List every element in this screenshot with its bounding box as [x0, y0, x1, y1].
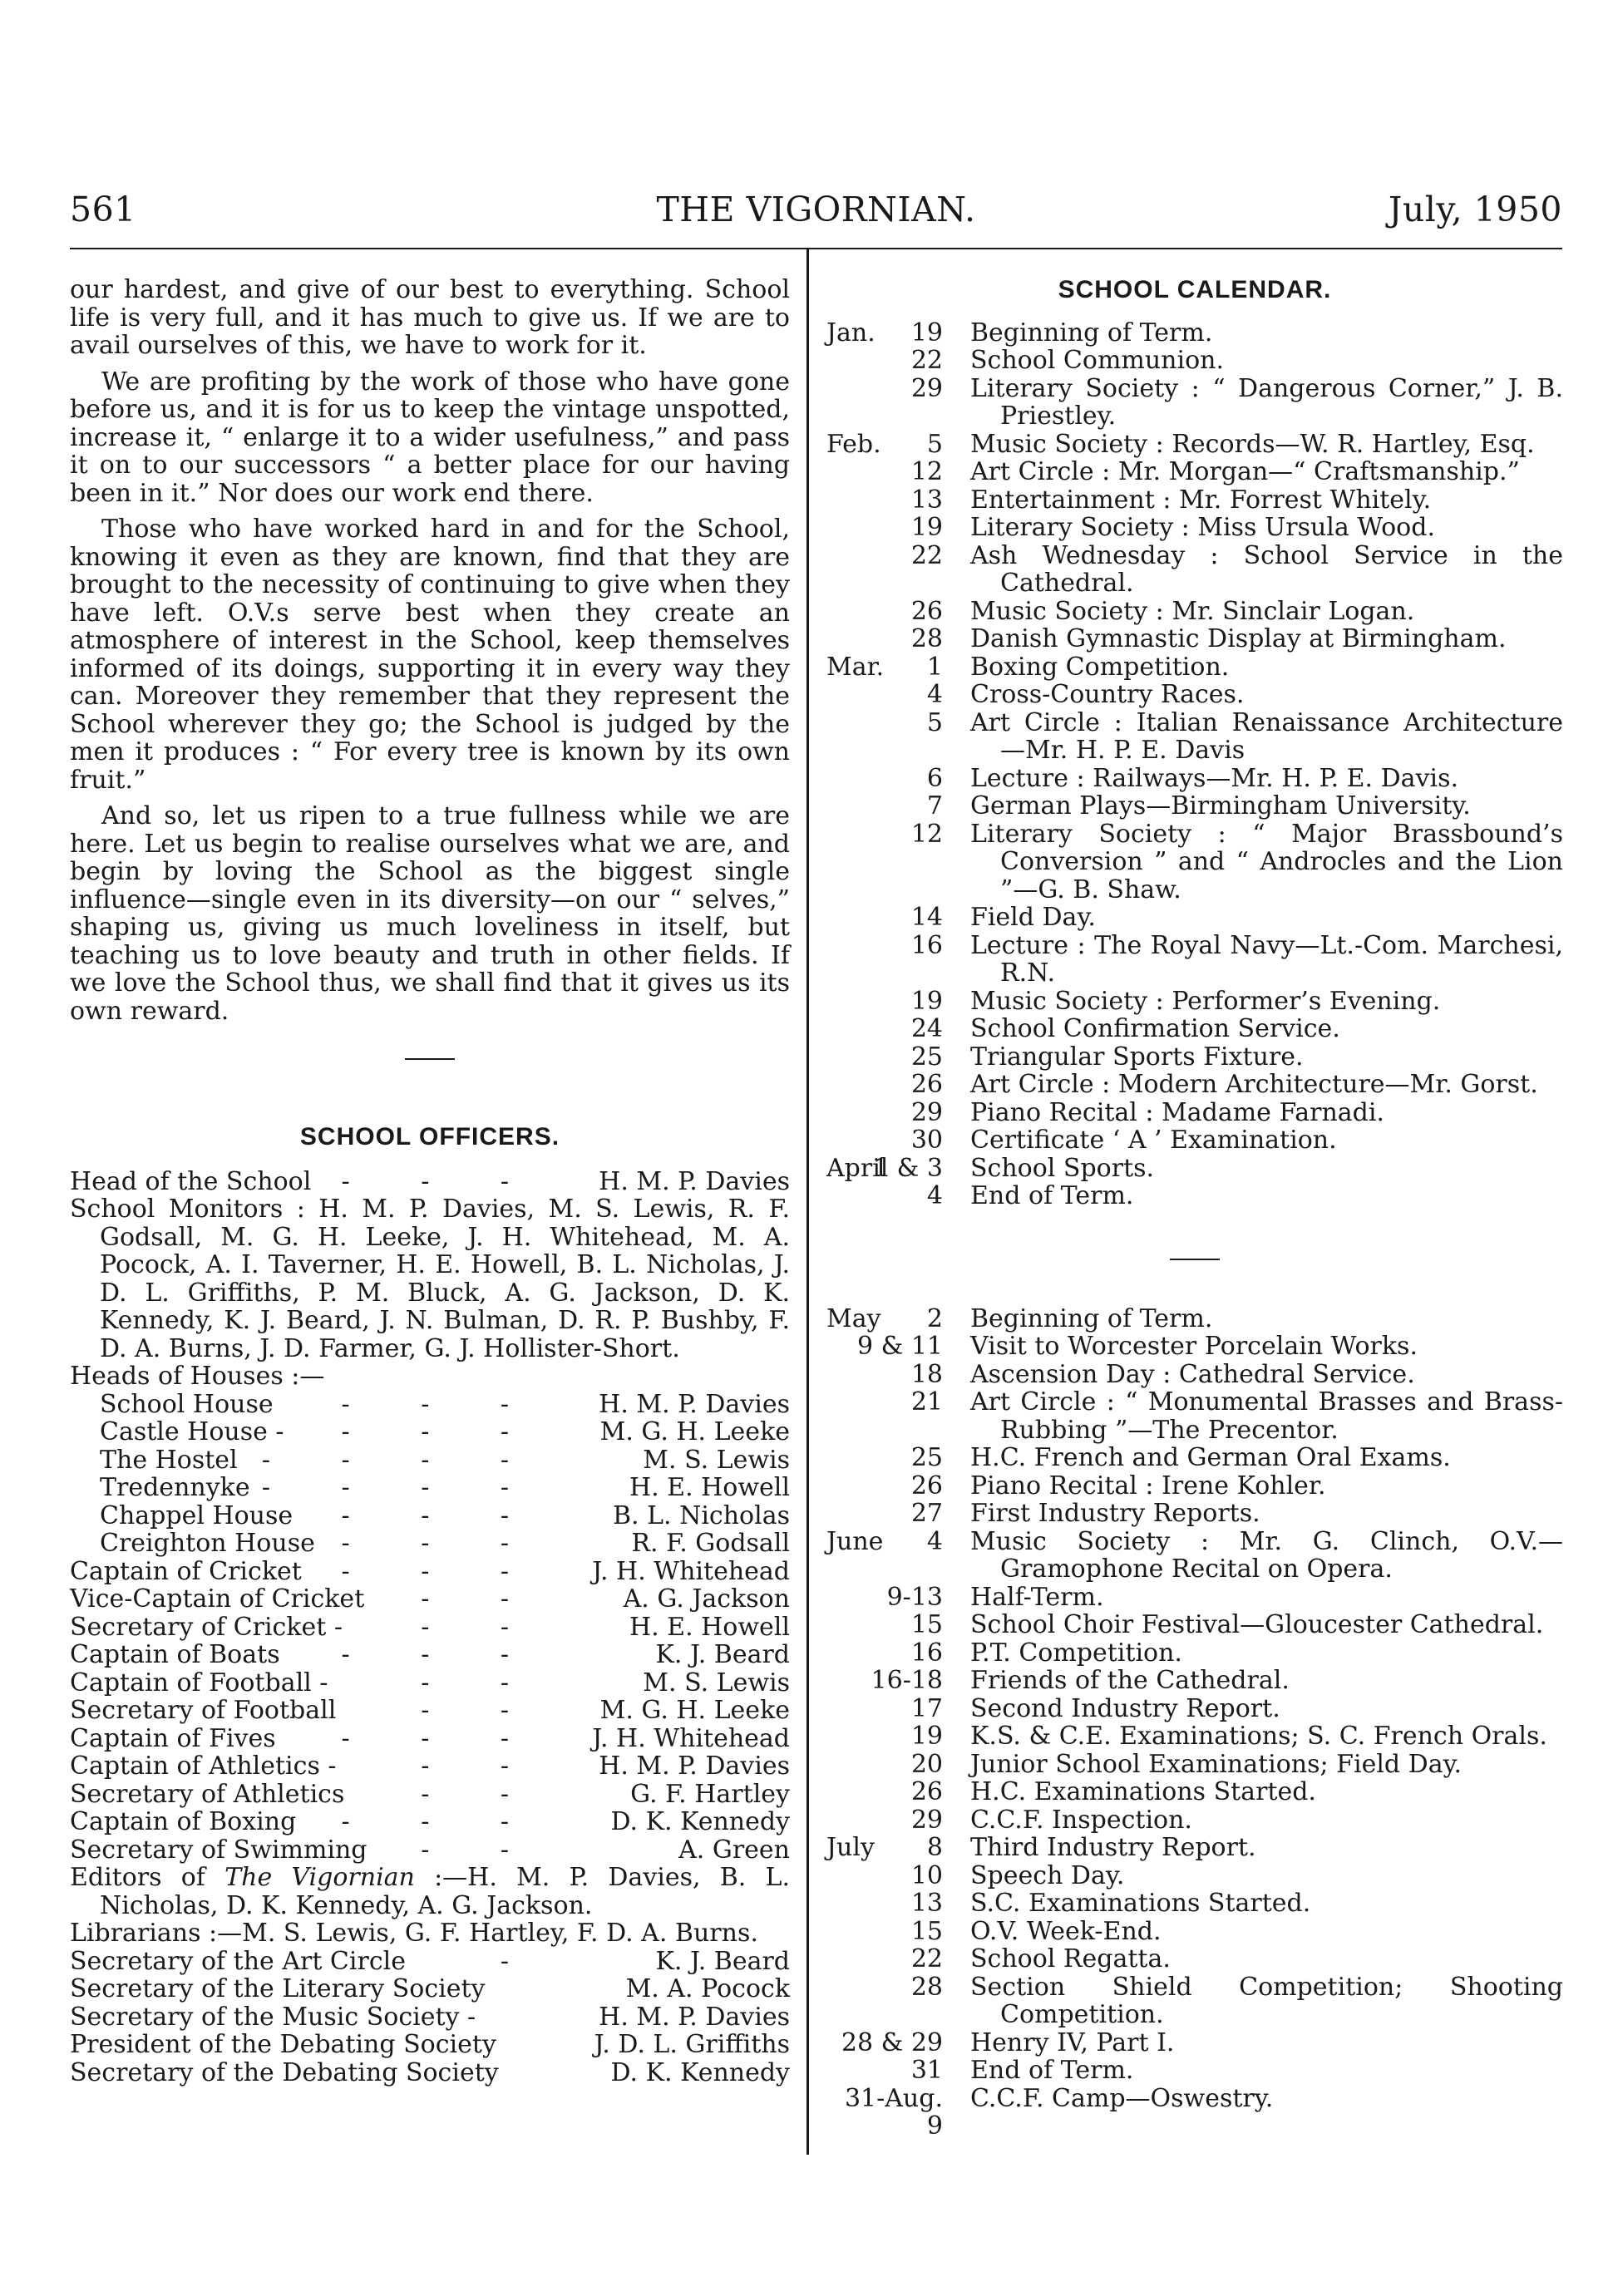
calendar-entry [826, 1155, 1563, 1183]
leader-dashes: - - - [341, 1417, 540, 1446]
calendar-day: 28 [910, 1972, 943, 2002]
calendar-day: 17 [910, 1693, 943, 1723]
officer-row [70, 1697, 790, 1725]
article-paragraph: Those who have worked hard in and for the School, knowing it even as they are known, find that they are brought to the necessity of continuing to give when they have left. O.V.s serve best when they create an atmosphere of interest in the School, keep themselves informed of its doings, supporting it in every way they can. Moreover they remember that they represent the School wherever they go; the School is judged by the men it produces : “ For every tree is known by its own fruit.” [70, 515, 790, 795]
page-number: 561 [70, 190, 136, 229]
calendar-event: School Communion. [970, 346, 1224, 375]
right-column [826, 276, 1563, 2141]
calendar-event: Visit to Worcester Porcelain Works. [970, 1332, 1418, 1361]
officer-role: Secretary of Football [70, 1696, 337, 1725]
calendar-event: Half-Term. [970, 1582, 1104, 1612]
calendar-day: 4 [926, 1526, 943, 1556]
calendar-entry [826, 1778, 1563, 1806]
calendar-event: Danish Gymnastic Display at Birmingham. [970, 624, 1507, 653]
calendar-day: 19 [910, 513, 943, 542]
officer-row [70, 1502, 790, 1530]
calendar-month: Feb. [826, 429, 881, 459]
calendar-entry [826, 1043, 1563, 1072]
officer-name: D. K. Kennedy [610, 2057, 790, 2087]
calendar-event: Art Circle : Italian Renaissance Architecture —Mr. H. P. E. Davis [970, 707, 1563, 765]
calendar-entry [826, 1099, 1563, 1127]
calendar-event: Henry IV, Part I. [970, 2027, 1175, 2057]
calendar-day: 26 [910, 1070, 943, 1099]
calendar-day: 19 [910, 318, 943, 347]
officer-row [70, 1948, 790, 1976]
journal-name: The Vigornian [224, 1863, 415, 1892]
monitors-list: School Monitors : H. M. P. Davies, M. S. Lewis, R. F. Godsall, M. G. H. Leeke, J. H. Whitehead, M. A. Pocock, A. I. Taverner, H. E. Howell, B. L. Nicholas, J. D. L. Griffiths, P. M. Bluck, A. G. Jackson, D. K. Kennedy, K. J. Beard, J. N. Bulman, D. R. P. Bushby, F. D. A. Burns, J. D. Farmer, G. J. Hollister-Short. [70, 1195, 790, 1363]
officer-row [70, 1418, 790, 1446]
calendar-day: 31 [910, 2056, 943, 2085]
calendar-day: 29 [910, 1097, 943, 1127]
calendar-entry [826, 514, 1563, 542]
officer-row [70, 2059, 790, 2087]
section-divider [405, 1058, 455, 1060]
calendar-entry [826, 932, 1563, 988]
officer-name: H. M. P. Davies [599, 1389, 790, 1419]
calendar-entry [826, 1918, 1563, 1946]
officer-role: Captain of Athletics - [70, 1752, 337, 1781]
calendar-day: 21 [910, 1387, 943, 1417]
leader-dashes: - - [421, 1696, 540, 1725]
officer-name: M. G. H. Leeke [599, 1417, 790, 1446]
calendar-day: 9-13 [886, 1582, 943, 1612]
officer-role: Castle House - [100, 1417, 284, 1446]
calendar-entry [826, 709, 1563, 765]
calendar-entry [826, 1667, 1563, 1695]
calendar-event: First Industry Reports. [970, 1499, 1260, 1528]
calendar-event: Ash Wednesday : School Service in the Cathedral. [970, 540, 1563, 598]
issue-date: July, 1950 [1388, 190, 1562, 229]
calendar-event: Triangular Sports Fixture. [970, 1042, 1304, 1072]
calendar-day: 25 [910, 1042, 943, 1072]
librarians-line: Librarians :—M. S. Lewis, G. F. Hartley, F. D. A. Burns. [70, 1919, 758, 1948]
officer-row [70, 1669, 790, 1697]
leader-dashes: - - - [341, 1500, 540, 1530]
officer-row [70, 1836, 790, 1865]
officer-row [70, 1641, 790, 1669]
officer-row [70, 1781, 790, 1809]
calendar-entry [826, 1722, 1563, 1751]
officer-row [70, 1975, 790, 2003]
calendar-event: Third Industry Report. [970, 1833, 1256, 1862]
calendar-event: Music Society : Performer’s Evening. [970, 986, 1441, 1016]
calendar-day: 26 [910, 1471, 943, 1500]
leader-dashes: - - - [341, 1723, 540, 1753]
calendar-event: School Choir Festival—Gloucester Cathedral. [970, 1610, 1544, 1639]
calendar-day: 29 [910, 1805, 943, 1835]
calendar-day: 13 [910, 485, 943, 515]
calendar-event: End of Term. [970, 1181, 1134, 1210]
leader-dashes: - - - - [261, 1473, 540, 1502]
officers-title: SCHOOL OFFICERS. [299, 1123, 560, 1150]
calendar-entry [826, 1361, 1563, 1389]
officer-name: M. S. Lewis [643, 1445, 790, 1475]
officer-role: Captain of Boxing [70, 1807, 297, 1836]
calendar-entry [826, 1182, 1563, 1210]
calendar-entry [826, 1388, 1563, 1444]
page-header [70, 190, 1562, 239]
calendar-entry [826, 1973, 1563, 2029]
officer-row [70, 1752, 790, 1781]
calendar-event: K.S. & C.E. Examinations; S. C. French Orals. [970, 1722, 1547, 1751]
calendar-entry [826, 1305, 1563, 1333]
calendar-month: Mar. [826, 652, 885, 682]
officer-role: Chappel House [100, 1500, 293, 1530]
officer-role: Secretary of Cricket - [70, 1612, 343, 1642]
leader-dashes: - - [421, 1779, 540, 1809]
calendar-event: Literary Society : Miss Ursula Wood. [970, 513, 1435, 542]
officer-name: H. M. P. Davies [599, 1752, 790, 1781]
calendar-event: Speech Day. [970, 1860, 1125, 1890]
calendar-event: School Sports. [970, 1153, 1155, 1183]
article-paragraph: And so, let us ripen to a true fullness while we are here. Let us begin to realise ourselves what we are, and begin by loving the School as the biggest single influence—single even in its diversity—on our “ selves,” shaping us, giving us much loveliness in itself, but teaching us to love beauty and truth in other fields. If we love the School thus, we shall find that it gives us its own reward. [70, 801, 790, 1026]
officer-name: J. D. L. Griffiths [594, 2030, 790, 2059]
officer-role: Secretary of the Debating Society [70, 2057, 499, 2087]
calendar-event: H.C. French and German Oral Exams. [970, 1443, 1451, 1472]
calendar-day: 22 [910, 346, 943, 375]
calendar-day: 9 & 11 [856, 1332, 943, 1361]
calendar-entry [826, 820, 1563, 904]
calendar-day: 2 [926, 1303, 943, 1333]
calendar-event: Beginning of Term. [970, 1303, 1213, 1333]
article-paragraph: our hardest, and give of our best to everything. School life is very full, and it has much to give us. If we are to avail ourselves of this, we have to work for it. [70, 275, 790, 360]
calendar-event: H.C. Examinations Started. [970, 1777, 1316, 1806]
leader-dashes: - - - [341, 1166, 540, 1196]
calendar-entry [826, 1834, 1563, 1862]
officer-row [70, 1585, 790, 1614]
calendar-day: 15 [910, 1610, 943, 1639]
officer-row [70, 2003, 790, 2032]
officer-row [70, 1168, 790, 1196]
officer-role: Secretary of the Art Circle [70, 1946, 406, 1976]
calendar-entry [826, 542, 1563, 598]
calendar-day: 16-18 [871, 1666, 943, 1695]
journal-title: THE VIGORNIAN. [656, 190, 976, 229]
leader-dashes: - - - - [261, 1445, 540, 1475]
calendar-event: Literary Society : “ Dangerous Corner,” J. B. Priestley. [970, 373, 1563, 431]
calendar-event: Art Circle : “ Monumental Brasses and Brass-Rubbing ”—The Precentor. [970, 1387, 1563, 1445]
calendar-entry [826, 1444, 1563, 1472]
leader-dashes: - - [421, 1668, 540, 1697]
calendar-day: 5 [926, 707, 943, 737]
calendar-event: S.C. Examinations Started. [970, 1889, 1311, 1918]
calendar-entry [826, 1472, 1563, 1500]
calendar-day: 1 & 3 [873, 1153, 943, 1183]
left-column [70, 276, 790, 2087]
calendar-day: 7 [926, 791, 943, 820]
calendar-day: 14 [910, 903, 943, 932]
officers-list [70, 1168, 790, 2087]
officer-role: Head of the School [70, 1166, 312, 1196]
calendar-event: Field Day. [970, 903, 1096, 932]
calendar-term-1 [826, 319, 1563, 1210]
calendar-term-2 [826, 1303, 1563, 2141]
calendar-event: Second Industry Report. [970, 1693, 1280, 1723]
officer-name: H. E. Howell [629, 1612, 790, 1642]
calendar-event: Lecture : Railways—Mr. H. P. E. Davis. [970, 763, 1459, 793]
calendar-entry [826, 1611, 1563, 1639]
leader-dashes: - - - [341, 1556, 540, 1586]
calendar-entry [826, 1806, 1563, 1835]
calendar-entry [826, 1126, 1563, 1155]
calendar-day: 26 [910, 1777, 943, 1806]
calendar-day: 31-Aug. 9 [844, 2083, 943, 2141]
calendar-entry [826, 1695, 1563, 1723]
officer-name: H. E. Howell [629, 1473, 790, 1502]
calendar-event: Art Circle : Modern Architecture—Mr. Gorst. [970, 1070, 1538, 1099]
calendar-day: 26 [910, 596, 943, 626]
calendar-entry [826, 1528, 1563, 1584]
officer-name: M. S. Lewis [643, 1668, 790, 1697]
officer-role: Captain of Boats [70, 1640, 280, 1669]
calendar-event: O.V. Week-End. [970, 1916, 1162, 1946]
societies-list [70, 1948, 790, 2087]
calendar-entry [826, 792, 1563, 820]
calendar-event: P.T. Competition. [970, 1638, 1182, 1668]
leader-dashes: - [500, 1946, 540, 1976]
calendar-day: 24 [910, 1014, 943, 1043]
calendar-entry [826, 653, 1563, 682]
calendar-entry [826, 319, 1563, 347]
calendar-event: Music Society : Records—W. R. Hartley, Esq. [970, 429, 1535, 459]
calendar-entry [826, 598, 1563, 626]
leader-dashes: - - [421, 1584, 540, 1614]
officer-role: Secretary of the Music Society - [70, 2002, 476, 2032]
officer-row [70, 1558, 790, 1586]
calendar-day: 28 [910, 624, 943, 653]
calendar-day: 15 [910, 1916, 943, 1946]
officer-role: Captain of Football - [70, 1668, 328, 1697]
calendar-entry [826, 2057, 1563, 2085]
officer-role: President of the Debating Society [70, 2030, 496, 2059]
calendar-event: Cross-Country Races. [970, 680, 1245, 709]
article-text [70, 276, 790, 1025]
calendar-day: 12 [910, 457, 943, 486]
officer-name: B. L. Nicholas [612, 1500, 790, 1530]
calendar-day: 10 [910, 1860, 943, 1890]
calendar-day: 4 [926, 680, 943, 709]
calendar-entry [826, 458, 1563, 486]
calendar-month: May [826, 1303, 881, 1333]
officer-name: D. K. Kennedy [610, 1807, 790, 1836]
calendar-month: April [826, 1153, 889, 1183]
calendar-day: 25 [910, 1443, 943, 1472]
officer-name: A. Green [678, 1835, 790, 1865]
calendar-event: German Plays—Birmingham University. [970, 791, 1471, 820]
calendar-day: 30 [910, 1126, 943, 1155]
officer-name: A. G. Jackson [623, 1584, 790, 1614]
calendar-month: June [826, 1526, 884, 1556]
calendar-day: 19 [910, 1722, 943, 1751]
calendar-day: 27 [910, 1499, 943, 1528]
officer-row [70, 1614, 790, 1642]
calendar-event: Lecture : The Royal Navy—Lt.-Com. Marchesi, R.N. [970, 930, 1563, 988]
officer-role: Vice-Captain of Cricket [70, 1584, 365, 1614]
calendar-entry [826, 1751, 1563, 1779]
calendar-title: SCHOOL CALENDAR. [1058, 276, 1332, 303]
calendar-day: 22 [910, 1944, 943, 1973]
calendar-entry [826, 1333, 1563, 1361]
calendar-day: 19 [910, 986, 943, 1016]
calendar-entry [826, 1500, 1563, 1528]
calendar-day: 1 [926, 652, 943, 682]
calendar-event: End of Term. [970, 2056, 1134, 2085]
calendar-event: Music Society : Mr. Sinclair Logan. [970, 596, 1415, 626]
officer-role: The Hostel [100, 1445, 238, 1475]
calendar-month: Jan. [826, 318, 876, 347]
article-paragraph: We are profiting by the work of those who have gone before us, and it is for us to keep the vintage unspotted, increase it, “ enlarge it to a wider usefulness,” and pass it on to our successors “ a better place for our having been in it.” Nor does our work end there. [70, 367, 790, 508]
officer-role: Captain of Cricket [70, 1556, 302, 1586]
officer-name: M. G. H. Leeke [599, 1696, 790, 1725]
calendar-event: Section Shield Competition; Shooting Competition. [970, 1972, 1563, 2029]
calendar-event: Piano Recital : Irene Kohler. [970, 1471, 1326, 1500]
officer-row [70, 1446, 790, 1475]
leader-dashes: - - [421, 1835, 540, 1865]
officer-row [70, 1725, 790, 1753]
calendar-entry [826, 1862, 1563, 1890]
calendar-event: C.C.F. Camp—Oswestry. [970, 2083, 1274, 2113]
officer-name: K. J. Beard [655, 1640, 790, 1669]
officer-name: M. A. Pocock [625, 1974, 790, 2003]
calendar-event: Literary Society : “ Major Brassbound’s Conversion ” and “ Androcles and the Lion ”—G. B. Shaw. [970, 819, 1563, 904]
calendar-month: July [826, 1833, 875, 1862]
calendar-entry [826, 347, 1563, 375]
calendar-day: 4 [926, 1181, 943, 1210]
column-rule [806, 249, 809, 2155]
leader-dashes: - - [421, 1752, 540, 1781]
calendar-day: 8 [926, 1833, 943, 1862]
calendar-day: 13 [910, 1889, 943, 1918]
calendar-event: Ascension Day : Cathedral Service. [970, 1359, 1415, 1389]
calendar-event: Music Society : Mr. G. Clinch, O.V.— Gramophone Recital on Opera. [970, 1526, 1563, 1584]
officer-row [70, 1808, 790, 1836]
roles-list [70, 1558, 790, 1865]
calendar-day: 20 [910, 1749, 943, 1779]
calendar-event: Friends of the Cathedral. [970, 1666, 1290, 1695]
calendar-day: 12 [910, 819, 943, 849]
calendar-entry [826, 681, 1563, 709]
calendar-entry [826, 1015, 1563, 1043]
leader-dashes: - - - [341, 1640, 540, 1669]
editors-line: Editors of The Vigornian :—H. M. P. Davies, B. L. Nicholas, D. K. Kennedy, A. G. Jackson. [70, 1863, 790, 1920]
calendar-day: 18 [910, 1359, 943, 1389]
officer-role: Creighton House [100, 1529, 315, 1558]
calendar-entry [826, 2029, 1563, 2057]
houses-list [70, 1391, 790, 1558]
leader-dashes: - - - [341, 1807, 540, 1836]
officer-name: J. H. Whitehead [592, 1556, 790, 1586]
calendar-entry [826, 486, 1563, 515]
officer-role: Captain of Fives [70, 1723, 276, 1753]
officer-name: H. M. P. Davies [599, 2002, 790, 2032]
leader-dashes: - - - [341, 1529, 540, 1558]
calendar-entry [826, 625, 1563, 653]
officer-name: H. M. P. Davies [599, 1166, 790, 1196]
calendar-entry [826, 431, 1563, 459]
calendar-event: School Confirmation Service. [970, 1014, 1340, 1043]
calendar-event: Boxing Competition. [970, 652, 1230, 682]
calendar-entry [826, 375, 1563, 431]
officer-role: School House [100, 1389, 274, 1419]
officer-name: G. F. Hartley [630, 1779, 790, 1809]
calendar-day: 6 [926, 763, 943, 793]
calendar-day: 16 [910, 930, 943, 960]
calendar-day: 5 [926, 429, 943, 459]
calendar-day: 22 [910, 540, 943, 570]
officer-row [70, 2031, 790, 2059]
officer-row [70, 1530, 790, 1558]
officer-name: J. H. Whitehead [592, 1723, 790, 1753]
header-rule [70, 248, 1562, 249]
calendar-entry [826, 1584, 1563, 1612]
officer-role: Tredennyke [100, 1473, 250, 1502]
officer-role: Secretary of Swimming [70, 1835, 367, 1865]
calendar-event: C.C.F. Inspection. [970, 1805, 1192, 1835]
calendar-entry [826, 1071, 1563, 1099]
calendar-entry [826, 765, 1563, 793]
officer-name: K. J. Beard [655, 1946, 790, 1976]
calendar-event: Entertainment : Mr. Forrest Whitely. [970, 485, 1432, 515]
officer-role: Secretary of Athletics [70, 1779, 345, 1809]
houses-heading: Heads of Houses :— [70, 1362, 325, 1391]
calendar-entry [826, 1945, 1563, 1973]
calendar-event: Art Circle : Mr. Morgan—“ Craftsmanship.” [970, 457, 1520, 486]
officer-row [70, 1474, 790, 1502]
leader-dashes: - - [421, 1612, 540, 1642]
calendar-entry [826, 1639, 1563, 1668]
calendar-entry [826, 988, 1563, 1016]
calendar-entry [826, 2083, 1563, 2141]
calendar-event: Piano Recital : Madame Farnadi. [970, 1097, 1385, 1127]
calendar-event: Certificate ‘ A ’ Examination. [970, 1126, 1337, 1155]
calendar-event: Junior School Examinations; Field Day. [970, 1749, 1463, 1779]
calendar-event: Beginning of Term. [970, 318, 1213, 347]
calendar-entry [826, 1890, 1563, 1918]
calendar-entry [826, 904, 1563, 932]
calendar-event: School Regatta. [970, 1944, 1171, 1973]
officer-name: R. F. Godsall [631, 1529, 790, 1558]
leader-dashes: - - - [341, 1389, 540, 1419]
officer-row [70, 1391, 790, 1419]
calendar-day: 28 & 29 [841, 2027, 943, 2057]
calendar-divider [1170, 1259, 1220, 1260]
calendar-day: 16 [910, 1638, 943, 1668]
calendar-day: 29 [910, 373, 943, 403]
officer-role: Secretary of the Literary Society [70, 1974, 486, 2003]
